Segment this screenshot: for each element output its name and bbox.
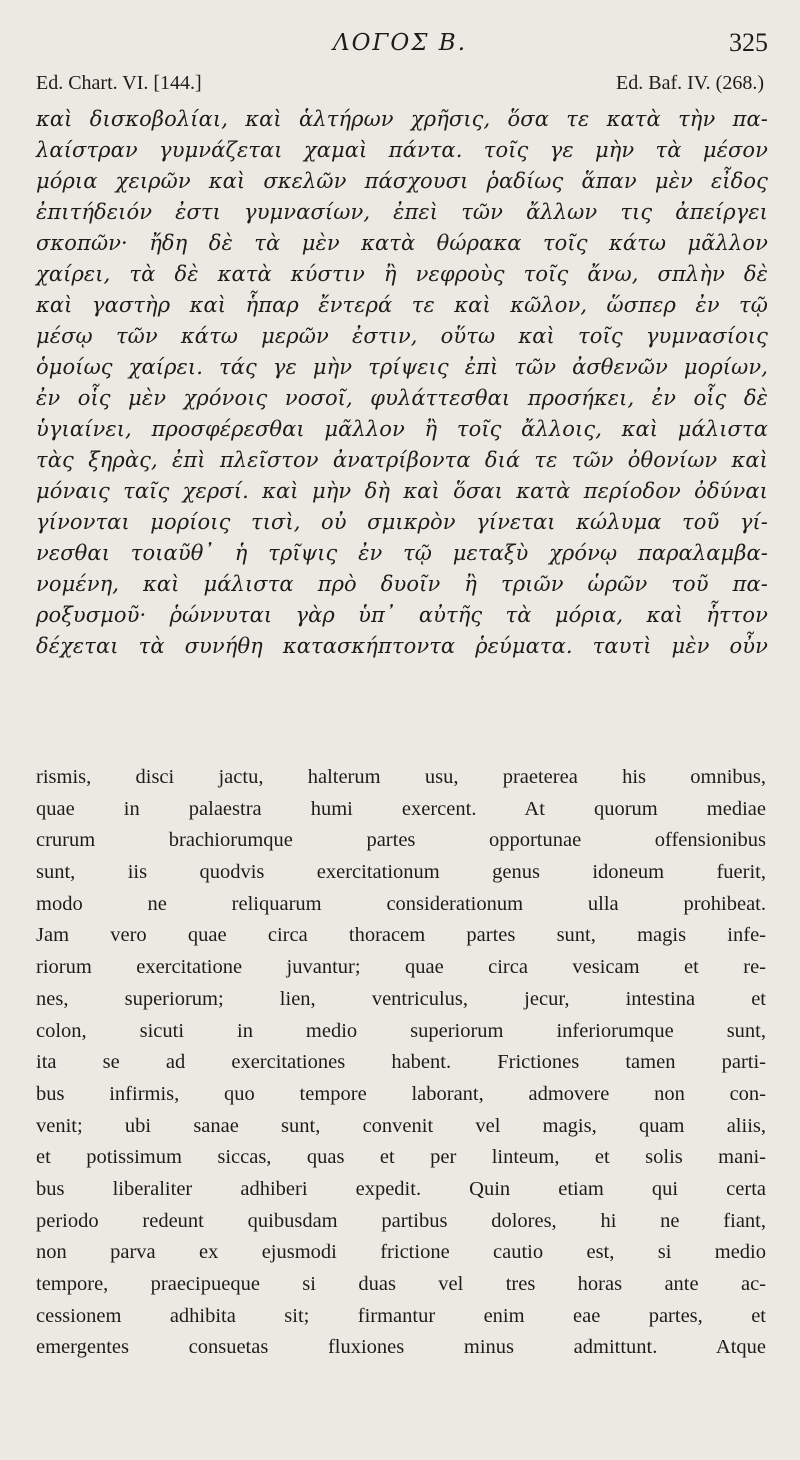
latin-text-line: nes, superiorum; lien, ventriculus, jecur, intestina et bbox=[36, 987, 766, 1010]
latin-text-line: tempore, praecipueque si duas vel tres horas ante ac- bbox=[36, 1273, 766, 1295]
latin-text-line: riorum exercitatione juvantur; quae circa vesicam et re- bbox=[36, 956, 766, 979]
greek-text-line: μέσῳ τῶν κάτω μερῶν ἐστιν, οὕτω καὶ τοῖς γυμνασίοις bbox=[36, 324, 768, 348]
latin-text-line: Jam vero quae circa thoracem partes sunt, magis infe- bbox=[36, 924, 766, 947]
greek-text-line: ροξυσμοῦ· ῥώννυται γὰρ ὑπ᾽ αὐτῆς τὰ μόρια, καὶ ἧττον bbox=[36, 603, 768, 627]
latin-text-line: non parva ex ejusmodi frictione cautio est, si medio bbox=[36, 1241, 766, 1264]
latin-text-line: venit; ubi sanae sunt, convenit vel magis, quam aliis, bbox=[36, 1114, 766, 1137]
page-number: 325 bbox=[729, 28, 768, 57]
greek-text-line: λαίστραν γυμνάζεται χαμαὶ πάντα. τοῖς γε μὴν τὰ μέσον bbox=[36, 138, 768, 162]
greek-text-line: μόναις ταῖς χερσί. καὶ μὴν δὴ καὶ ὅσαι κατὰ περίοδον ὀδύναι bbox=[36, 479, 768, 503]
running-title: ΛΟΓΟΣ Β. bbox=[332, 30, 468, 56]
greek-text-line: σκοπῶν· ἤδη δὲ τὰ μὲν κατὰ θώρακα τοῖς κάτω μᾶλλον bbox=[36, 231, 768, 255]
greek-text-line: ἐν οἷς μὲν χρόνοις νοσοῖ, φυλάττεσθαι προσήκει, ἐν οἷς δὲ bbox=[36, 386, 768, 410]
greek-text-line: καὶ γαστὴρ καὶ ἧπαρ ἔντερά τε καὶ κῶλον, ὥσπερ ἐν τῷ bbox=[36, 293, 768, 317]
latin-text-line: sunt, iis quodvis exercitationum genus idoneum fuerit, bbox=[36, 861, 766, 884]
latin-text-line: modo ne reliquarum considerationum ulla prohibeat. bbox=[36, 892, 766, 915]
greek-text-line: γίνονται μορίοις τισὶ, οὐ σμικρὸν γίνεται κώλυμα τοῦ γί- bbox=[36, 510, 768, 534]
latin-text-line: et potissimum siccas, quas et per linteum, et solis mani- bbox=[36, 1146, 766, 1169]
latin-text-line: quae in palaestra humi exercent. At quorum mediae bbox=[36, 797, 766, 820]
latin-text-line: colon, sicuti in medio superiorum inferiorumque sunt, bbox=[36, 1019, 766, 1042]
latin-text-line: emergentes consuetas fluxiones minus admittunt. Atque bbox=[36, 1336, 766, 1359]
greek-text-line: χαίρει, τὰ δὲ κατὰ κύστιν ἢ νεφροὺς τοῖς ἄνω, σπλὴν δὲ bbox=[36, 262, 768, 286]
greek-text-line: τὰς ξηρὰς, ἐπὶ πλεῖστον ἀνατρίβοντα διά τε τῶν ὀθονίων καὶ bbox=[36, 448, 768, 472]
latin-text-line: periodo redeunt quibusdam partibus dolores, hi ne fiant, bbox=[36, 1209, 766, 1232]
greek-text-line: ὑγιαίνει, προσφέρεσθαι μᾶλλον ἢ τοῖς ἄλλοις, καὶ μάλιστα bbox=[36, 417, 768, 441]
latin-text-line: bus liberaliter adhiberi expedit. Quin etiam qui certa bbox=[36, 1177, 766, 1200]
greek-text-line: ὁμοίως χαίρει. τάς γε μὴν τρίψεις ἐπὶ τῶν ἀσθενῶν μορίων, bbox=[36, 355, 768, 379]
latin-text-block bbox=[36, 762, 766, 1364]
latin-text-line: ita se ad exercitationes habent. Frictiones tamen parti- bbox=[36, 1051, 766, 1074]
greek-text-line: μόρια χειρῶν καὶ σκελῶν πάσχουσι ῥαδίως ἅπαν μὲν εἶδος bbox=[36, 169, 768, 193]
greek-text-line: δέχεται τὰ συνήθη κατασκήπτοντα ῥεύματα. ταυτὶ μὲν οὖν bbox=[36, 634, 768, 658]
greek-text-line: καὶ δισκοβολίαι, καὶ ἁλτήρων χρῆσις, ὅσα τε κατὰ τὴν πα- bbox=[36, 107, 768, 131]
edition-reference-chartier: Ed. Chart. VI. [144.] bbox=[36, 72, 202, 94]
edition-reference-line bbox=[36, 72, 764, 98]
greek-text-line: νομένη, καὶ μάλιστα πρὸ δυοῖν ἢ τριῶν ὡρῶν τοῦ πα- bbox=[36, 572, 768, 596]
edition-reference-basel: Ed. Baf. IV. (268.) bbox=[616, 72, 764, 94]
latin-text-line: cessionem adhibita sit; firmantur enim eae partes, et bbox=[36, 1304, 766, 1327]
greek-text-line: ἐπιτήδειόν ἐστι γυμνασίων, ἐπεὶ τῶν ἄλλων τις ἀπείργει bbox=[36, 200, 768, 224]
latin-text-line: bus infirmis, quo tempore laborant, admovere non con- bbox=[36, 1082, 766, 1105]
greek-text-line: νεσθαι τοιαῦθ᾽ ἡ τρῖψις ἐν τῷ μεταξὺ χρόνῳ παραλαμβα- bbox=[36, 541, 768, 565]
greek-text-block bbox=[36, 104, 768, 662]
latin-text-line: crurum brachiorumque partes opportunae offensionibus bbox=[36, 829, 766, 852]
latin-text-line: rismis, disci jactu, halterum usu, praeterea his omnibus, bbox=[36, 766, 766, 788]
